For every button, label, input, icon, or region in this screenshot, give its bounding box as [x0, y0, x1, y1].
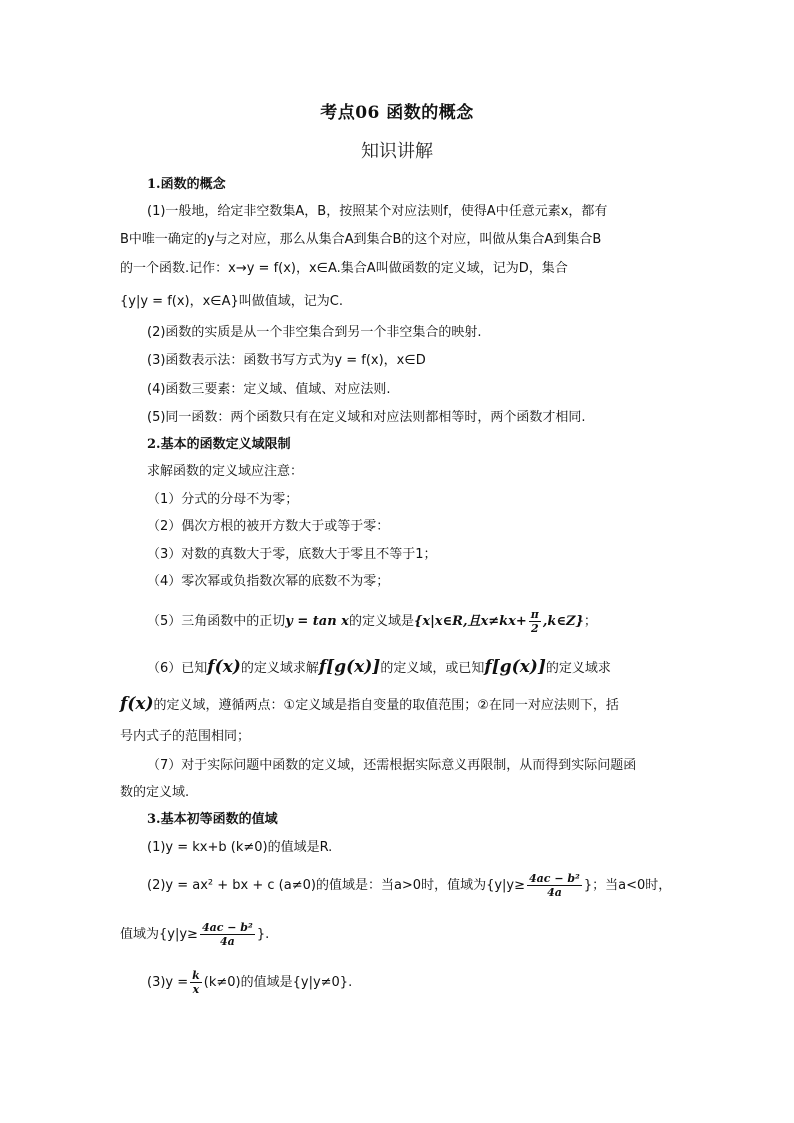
s2-item6-text-b: 的定义域求解 — [240, 661, 319, 676]
range-fraction-2 — [200, 921, 255, 948]
section-heading-3: 3.基本初等函数的值域 — [147, 812, 278, 827]
s3-value2-text-c: 值域为{y|y≥ — [120, 927, 198, 942]
fraction-numerator: 4ac − b² — [201, 921, 253, 934]
s1-paragraph4: (4)函数三要素：定义域、值域、对应法则. — [147, 382, 391, 397]
s3-value1: (1)y = kx+b (k≠0)的值域是R. — [147, 840, 333, 855]
s2-item3: （3）对数的真数大于零，底数大于零且不等于1； — [147, 547, 437, 562]
page-title: 考点06 函数的概念 — [320, 103, 474, 123]
tan-domain-set-end: ,k∈Z} — [542, 614, 584, 629]
s1-paragraph3: (3)函数表示法：函数书写方式为y = f(x)，x∈D — [147, 353, 426, 368]
f-of-g-of-x-2: f[g(x)] — [484, 657, 546, 677]
s2-item2: （2）偶次方根的被开方数大于或等于零： — [147, 519, 390, 534]
s3-value2-text-d: }. — [256, 927, 270, 942]
s2-item7-line1: （7）对于实际问题中函数的定义域，还需根据实际意义再限制，从而得到实际问题函 — [147, 758, 637, 773]
fraction-denominator: x — [192, 983, 200, 996]
s1-paragraph1-line1: (1)一般地，给定非空数集A，B，按照某个对应法则f，使得A中任意元素x，都有 — [147, 204, 608, 219]
s2-item6-text-a: （6）已知 — [147, 661, 208, 676]
pi-over-2-fraction — [529, 608, 541, 635]
range-fraction — [527, 872, 582, 899]
s2-item5-text-b: 的定义域是 — [348, 614, 414, 629]
s2-item6-text-c: 的定义域，或已知 — [380, 661, 485, 676]
fraction-denominator: 2 — [531, 622, 539, 635]
section-heading-1: 1.函数的概念 — [147, 177, 226, 192]
s1-paragraph2: (2)函数的实质是从一个非空集合到另一个非空集合的映射. — [147, 325, 482, 340]
s3-value2-line1 — [147, 871, 707, 901]
k-over-x-fraction — [190, 969, 202, 996]
s2-item7-line2: 数的定义域. — [120, 785, 190, 800]
s2-item1: （1）分式的分母不为零； — [147, 492, 299, 507]
s1-paragraph1-line4: {y|y = f(x)，x∈A}叫做值域，记为C. — [120, 294, 343, 309]
s3-value3 — [147, 968, 707, 998]
s1-paragraph1-line2: B中唯一确定的y与之对应，那么从集合A到集合B的这个对应，叫做从集合A到集合B — [120, 232, 602, 247]
s3-value3-text-b: (k≠0)的值域是{y|y≠0}. — [203, 975, 353, 990]
s2-item5-tail: ； — [583, 614, 597, 629]
s2-item5-text-a: （5）三角函数中的正切 — [147, 614, 286, 629]
s2-item4: （4）零次幂或负指数次幂的底数不为零； — [147, 574, 390, 589]
f-of-g-of-x: f[g(x)] — [318, 657, 381, 677]
s3-value2-text-a: (2)y = ax² + bx + c (a≠0)的值域是：当a>0时，值域为{y|y≥ — [147, 878, 526, 893]
section-heading-2: 2.基本的函数定义域限制 — [147, 437, 291, 452]
tan-domain-set: {x|x∈R,且x≠kx+ — [413, 614, 527, 629]
fraction-numerator: π — [530, 608, 539, 621]
s2-item6-line1 — [147, 655, 707, 681]
s2-item6-text-e: 的定义域，遵循两点：①定义域是指自变量的取值范围；②在同一对应法则下，括 — [153, 698, 619, 713]
fraction-numerator: 4ac − b² — [529, 872, 580, 885]
s3-value2-line2 — [120, 920, 680, 950]
s2-item5 — [147, 608, 707, 635]
s2-item6-line2 — [120, 692, 680, 718]
s2-intro: 求解函数的定义域应注意： — [147, 464, 304, 479]
fraction-denominator: 4a — [219, 935, 235, 948]
s3-value3-text-a: (3)y = — [147, 975, 189, 990]
f-of-x-2: f(x) — [120, 694, 154, 714]
fraction-numerator: k — [192, 969, 200, 982]
s1-paragraph5: (5)同一函数：两个函数只有在定义域和对应法则都相等时，两个函数才相同. — [147, 410, 586, 425]
fraction-denominator: 4a — [547, 886, 562, 899]
s3-value2-text-b: }；当a<0时， — [583, 878, 672, 893]
s2-item6-text-d: 的定义域求 — [545, 661, 611, 676]
s1-paragraph1-line3: 的一个函数.记作：x→y = f(x)，x∈A.集合A叫做函数的定义域，记为D，集合 — [120, 261, 568, 276]
tan-function: y = tan x — [285, 614, 349, 629]
s2-item6-line3: 号内式子的范围相同； — [120, 729, 251, 744]
page-subtitle: 知识讲解 — [361, 141, 433, 162]
f-of-x: f(x) — [207, 657, 241, 677]
